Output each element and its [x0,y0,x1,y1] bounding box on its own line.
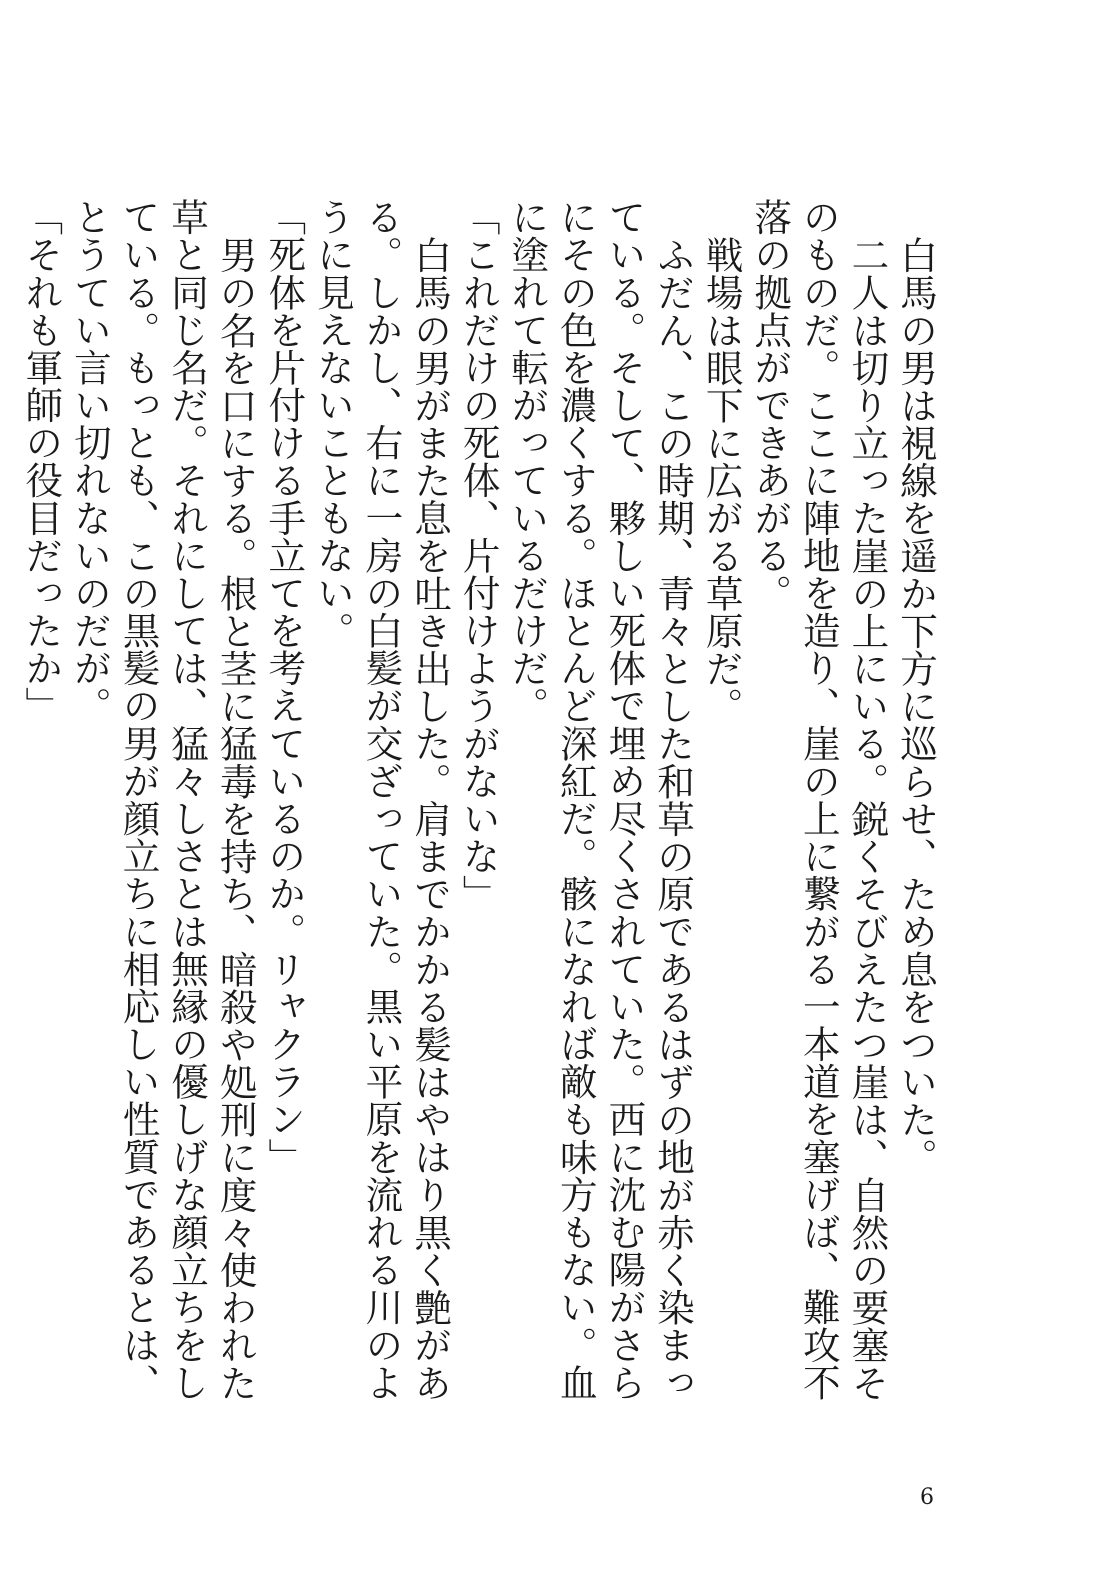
page-number: 6 [920,1485,934,1510]
paragraph-2: 二人は切り立った崖の上にいる。鋭くそびえたつ崖は、自然の要塞そのものだ。ここに陣地を造り、崖の上に繋がる一本道を塞げば、難攻不落の拠点ができあがる。 [748,198,890,1401]
paragraph-5: 白馬の男がまた息を吐き出した。肩までかかる髪はやはり黒く艶がある。しかし、右に一房の白髪が交ざっていた。黒い平原を流れる川のように見えないこともない。 [310,198,453,1401]
novel-body-text [19,198,940,1408]
paragraph-1: 白馬の男は視線を遥か下方に巡らせ、ため息をついた。 [894,235,938,1176]
dialogue-1: 「これだけの死体、片付けようがないな」 [456,198,501,913]
paragraph-4: ふだん、この時期、青々とした和草の原であるはずの地が赤く染まっている。そして、夥しい死体で埋め尽くされていた。西に沈む陽がさらにその色を濃くする。ほとんど深紅だ。骸になれば敵も味方もない。血に塗れて転がっているだけだ。 [505,198,696,1401]
dialogue-3: 「それも軍師の役目だったか」 [19,198,64,725]
paragraph-6: 男の名を口にする。根と茎に猛毒を持ち、暗殺や処刑に度々使われた草と同じ名だ。それにしては、猛々しさとは無縁の優しげな顔立ちをしている。もっとも、この黒髪の男が顔立ちに相応しい性質であるとは、とうてい言い切れないのだが。 [67,198,258,1401]
paragraph-3: 戦場は眼下に広がる草原だ。 [699,235,744,725]
dialogue-2: 「死体を片付ける手立てを考えているのか。リャクラン」 [262,198,307,1176]
